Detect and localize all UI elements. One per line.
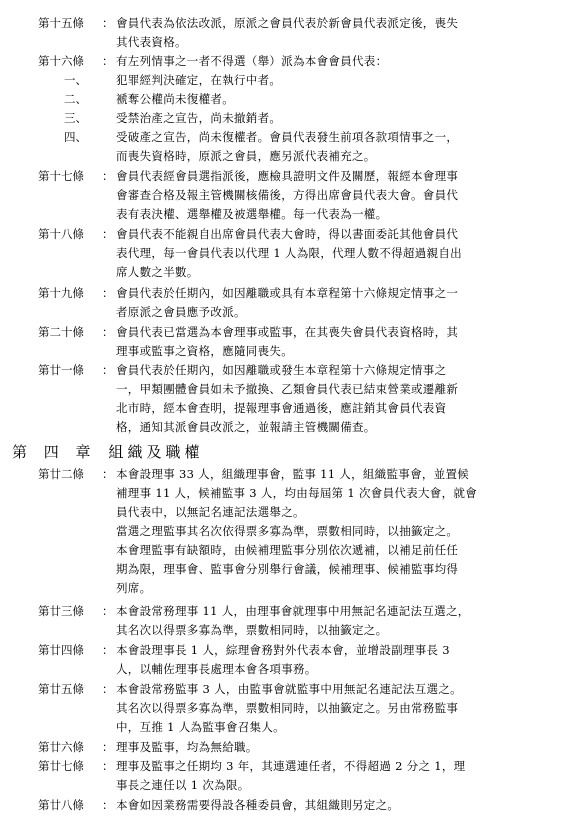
article-text: 其代表資格。	[116, 35, 187, 49]
article-line	[38, 380, 558, 399]
article-text: 本會如因業務需要得設各種委員會，其組織則另定之。	[116, 798, 400, 812]
article-colon: ：	[102, 325, 114, 339]
article-text: 本會理監事有缺額時，由候補理監事分別依次遞補，以補足前任任	[116, 543, 459, 557]
item-number: 三、	[64, 111, 87, 125]
list-item	[38, 90, 558, 109]
article-line	[38, 361, 558, 380]
chapter-number: 第 四 章	[12, 443, 97, 461]
article-line	[38, 699, 558, 718]
article-number: 第二十條	[38, 325, 84, 339]
article-block	[38, 225, 558, 282]
article-number: 第廿三條	[38, 604, 84, 618]
article-line	[38, 602, 558, 621]
article-colon: ：	[102, 16, 114, 30]
article-text: 會員代表不能親自出席會員代表大會時，得以書面委託其他會員代	[116, 227, 459, 241]
article-text: 理事及監事，均為無給職。	[116, 740, 258, 754]
article-line	[38, 205, 558, 224]
article-text: 理事或監事之資格，應隨同喪失。	[116, 344, 293, 358]
article-text: 有左列情事之一者不得選（舉）派為本會會員代表：	[116, 54, 388, 68]
article-line	[38, 680, 558, 699]
article-text: 員代表中，以無記名連記法選舉之。	[116, 505, 305, 519]
article-block	[38, 52, 558, 166]
article-text: 其名次以得票多寡為準，票數相同時，以抽籤定之。另由常務監事	[116, 701, 459, 715]
article-number: 第廿七條	[38, 759, 84, 773]
article-text: 會員代表經會員選指派後，應檢具證明文件及關歷，報經本會理事	[116, 169, 459, 183]
article-text: 表代理，每一會員代表以代理 1 人為限，代理人數不得超過親自出	[116, 246, 462, 260]
article-text: 會員代表已當選為本會理事或監事，在其喪失會員代表資格時，其	[116, 325, 459, 339]
article-text: 人，以輔佐理事長處理本會各項事務。	[116, 662, 317, 676]
article-text: 理事及監事之任期均 3 年，其連選連任者，不得超過 2 分之 1，理	[116, 759, 466, 773]
list-item	[38, 147, 558, 166]
article-block	[38, 14, 558, 52]
article-text: 本會設常務監事 3 人，由監事會就監事中用無記名連記法互選之。	[116, 682, 462, 696]
article-block	[38, 641, 558, 679]
item-text: 犯罪經判決確定，在執行中者。	[116, 73, 282, 87]
article-block	[38, 738, 558, 757]
article-text: 席人數之半數。	[116, 265, 199, 279]
article-block	[38, 796, 558, 815]
article-line	[38, 522, 558, 541]
item-text: 受禁治產之宣告，尚未撤銷者。	[116, 111, 282, 125]
article-block	[38, 757, 558, 795]
article-block	[38, 323, 558, 361]
article-block	[38, 167, 558, 224]
item-text: 而喪失資格時，原派之會員，應另派代表補充之。	[116, 149, 376, 163]
article-text: 會員代表於任期內，如因離職或具有本章程第十六條規定情事之一	[116, 286, 459, 300]
article-line	[38, 757, 558, 776]
article-colon: ：	[102, 604, 114, 618]
article-line	[38, 503, 558, 522]
article-line	[38, 579, 558, 598]
article-text: 本會設理事長 1 人，綜理會務對外代表本會，並增設副理事長 3	[116, 643, 450, 657]
item-number: 四、	[64, 130, 87, 144]
item-text: 褫奪公權尚未復權者。	[116, 92, 234, 106]
item-number: 一、	[64, 73, 87, 87]
article-text: 會員代表為依法改派，原派之會員代表於新會員代表派定後，喪失	[116, 16, 459, 30]
list-item	[38, 71, 558, 90]
article-line	[38, 284, 558, 303]
article-text: 列席。	[116, 581, 152, 595]
article-line	[38, 167, 558, 186]
article-text: 中，互推 1 人為監事會召集人。	[116, 720, 285, 734]
article-line	[38, 776, 558, 795]
article-text: 者原派之會員應予改派。	[116, 305, 246, 319]
chapter-heading	[12, 441, 204, 463]
article-text: 當選之理監事其名次依得票多寡為準，票數相同時，以抽籤定之。	[116, 524, 459, 538]
article-line	[38, 244, 558, 263]
article-text: 本會設常務理事 11 人，由理事會就理事中用無記名連記法互選之，	[116, 604, 470, 618]
list-item	[38, 128, 558, 147]
article-line	[38, 541, 558, 560]
article-text: 其名次以得票多寡為準，票數相同時，以抽籤定之。	[116, 623, 388, 637]
article-text: 會審查合格及報主管機關核備後，方得出席會員代表大會。會員代	[116, 188, 459, 202]
article-line	[38, 641, 558, 660]
article-number: 第十五條	[38, 16, 84, 30]
article-line	[38, 33, 558, 52]
article-text: 一，甲類團體會員如未予撤換、乙類會員代表已結束營業或遷離新	[116, 382, 459, 396]
article-line	[38, 660, 558, 679]
article-line	[38, 738, 558, 757]
chapter-title: 組織及職權	[108, 443, 204, 461]
article-colon: ：	[102, 759, 114, 773]
article-colon: ：	[102, 643, 114, 657]
article-block	[38, 680, 558, 737]
article-colon: ：	[102, 363, 114, 377]
article-colon: ：	[102, 169, 114, 183]
article-text: 補理事 11 人，候補監事 3 人，均由每屆第 1 次會員代表大會，就會	[116, 486, 477, 500]
article-colon: ：	[102, 682, 114, 696]
article-text: 表有表決權、選舉權及被選舉權。每一代表為一權。	[116, 207, 388, 221]
article-line	[38, 621, 558, 640]
item-text: 受破產之宣告，尚未復權者。會員代表發生前項各款項情事之一，	[116, 130, 459, 144]
article-block	[38, 361, 558, 437]
item-number: 二、	[64, 92, 87, 106]
article-number: 第廿八條	[38, 798, 84, 812]
article-line	[38, 14, 558, 33]
article-colon: ：	[102, 740, 114, 754]
article-line	[38, 323, 558, 342]
article-number: 第廿六條	[38, 740, 84, 754]
article-block	[38, 284, 558, 322]
article-text: 期為限，理事會、監事會分別舉行會議，候補理事、候補監事均得	[116, 562, 459, 576]
article-line	[38, 796, 558, 815]
article-number: 第十八條	[38, 227, 84, 241]
article-line	[38, 263, 558, 282]
article-line	[38, 418, 558, 437]
article-colon: ：	[102, 286, 114, 300]
article-line	[38, 186, 558, 205]
article-colon: ：	[102, 54, 114, 68]
article-line	[38, 52, 558, 71]
article-line	[38, 718, 558, 737]
article-colon: ：	[102, 798, 114, 812]
article-number: 第廿二條	[38, 467, 84, 481]
article-text: 北市時，經本會查明，提報理事會通過後，應註銷其會員代表資	[116, 401, 447, 415]
article-line	[38, 342, 558, 361]
article-line	[38, 225, 558, 244]
article-number: 第十九條	[38, 286, 84, 300]
article-line	[38, 465, 558, 484]
article-line	[38, 303, 558, 322]
article-number: 第廿四條	[38, 643, 84, 657]
article-block	[38, 465, 558, 598]
article-line	[38, 560, 558, 579]
article-line	[38, 484, 558, 503]
article-block	[38, 602, 558, 640]
article-text: 格，通知其派會員改派之，並報請主管機關備查。	[116, 420, 376, 434]
article-number: 第十六條	[38, 54, 84, 68]
article-line	[38, 399, 558, 418]
article-colon: ：	[102, 467, 114, 481]
article-text: 本會設理事 33 人，組織理事會，監事 11 人，組織監事會，並置候	[116, 467, 470, 481]
article-number: 第十七條	[38, 169, 84, 183]
list-item	[38, 109, 558, 128]
article-number: 第廿五條	[38, 682, 84, 696]
article-text: 會員代表於任期內，如因離職或發生本章程第十六條規定情事之	[116, 363, 447, 377]
article-colon: ：	[102, 227, 114, 241]
article-text: 事長之連任以 1 次為限。	[116, 778, 250, 792]
article-number: 第廿一條	[38, 363, 84, 377]
